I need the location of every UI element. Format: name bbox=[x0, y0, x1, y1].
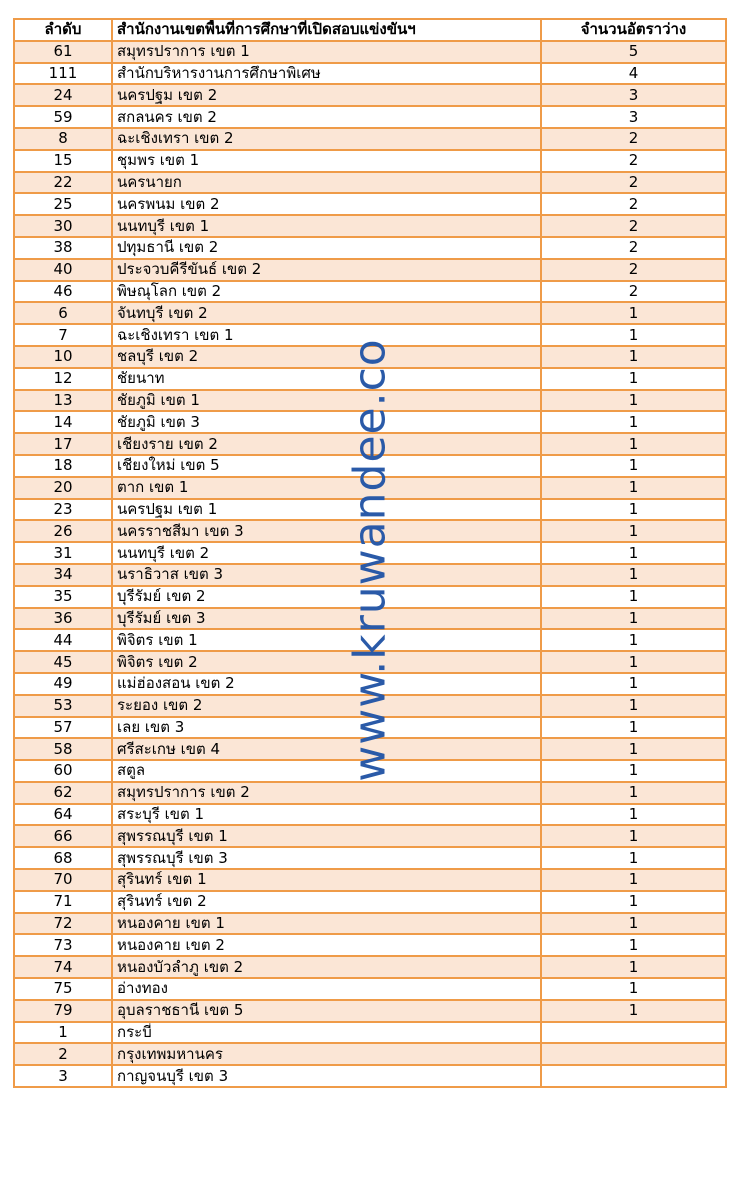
cell-office: กระบี่ bbox=[112, 1022, 541, 1044]
cell-office: ชัยนาท bbox=[112, 368, 541, 390]
cell-no: 68 bbox=[14, 847, 112, 869]
cell-office: สุรินทร์ เขต 2 bbox=[112, 891, 541, 913]
cell-vacancies: 1 bbox=[541, 804, 726, 826]
cell-no: 14 bbox=[14, 411, 112, 433]
cell-office: แม่ฮ่องสอน เขต 2 bbox=[112, 673, 541, 695]
cell-vacancies: 1 bbox=[541, 346, 726, 368]
table-row bbox=[14, 41, 726, 63]
cell-office: สระบุรี เขต 1 bbox=[112, 804, 541, 826]
cell-vacancies: 1 bbox=[541, 411, 726, 433]
cell-vacancies: 1 bbox=[541, 368, 726, 390]
cell-no: 6 bbox=[14, 302, 112, 324]
cell-no: 12 bbox=[14, 368, 112, 390]
cell-no: 10 bbox=[14, 346, 112, 368]
cell-office: ศรีสะเกษ เขต 4 bbox=[112, 738, 541, 760]
table-header-row bbox=[14, 19, 726, 41]
cell-no: 74 bbox=[14, 956, 112, 978]
cell-office: สุพรรณบุรี เขต 3 bbox=[112, 847, 541, 869]
cell-office: นราธิวาส เขต 3 bbox=[112, 564, 541, 586]
cell-no: 40 bbox=[14, 259, 112, 281]
table-row bbox=[14, 150, 726, 172]
header-no: ลำดับ bbox=[14, 19, 112, 41]
table-row bbox=[14, 455, 726, 477]
cell-no: 15 bbox=[14, 150, 112, 172]
cell-no: 38 bbox=[14, 237, 112, 259]
cell-no: 18 bbox=[14, 455, 112, 477]
cell-no: 20 bbox=[14, 477, 112, 499]
cell-vacancies: 1 bbox=[541, 934, 726, 956]
table-row bbox=[14, 629, 726, 651]
cell-office: นครพนม เขต 2 bbox=[112, 193, 541, 215]
cell-vacancies: 2 bbox=[541, 281, 726, 303]
table-row bbox=[14, 84, 726, 106]
table-row bbox=[14, 934, 726, 956]
cell-vacancies: 1 bbox=[541, 978, 726, 1000]
cell-vacancies: 1 bbox=[541, 477, 726, 499]
cell-no: 13 bbox=[14, 390, 112, 412]
cell-no: 45 bbox=[14, 651, 112, 673]
cell-no: 71 bbox=[14, 891, 112, 913]
cell-office: อุบลราชธานี เขต 5 bbox=[112, 1000, 541, 1022]
cell-no: 53 bbox=[14, 695, 112, 717]
cell-office: ชัยภูมิ เขต 3 bbox=[112, 411, 541, 433]
table-row bbox=[14, 542, 726, 564]
cell-office: นครปฐม เขต 2 bbox=[112, 84, 541, 106]
cell-no: 22 bbox=[14, 172, 112, 194]
cell-vacancies: 2 bbox=[541, 128, 726, 150]
cell-vacancies: 2 bbox=[541, 237, 726, 259]
cell-office: เชียงราย เขต 2 bbox=[112, 433, 541, 455]
table-row bbox=[14, 760, 726, 782]
cell-no: 46 bbox=[14, 281, 112, 303]
cell-vacancies: 1 bbox=[541, 629, 726, 651]
cell-vacancies: 1 bbox=[541, 760, 726, 782]
cell-office: สุรินทร์ เขต 1 bbox=[112, 869, 541, 891]
cell-vacancies: 1 bbox=[541, 651, 726, 673]
cell-no: 73 bbox=[14, 934, 112, 956]
cell-vacancies: 1 bbox=[541, 455, 726, 477]
cell-vacancies: 1 bbox=[541, 956, 726, 978]
cell-office: ประจวบคีรีขันธ์ เขต 2 bbox=[112, 259, 541, 281]
cell-vacancies: 1 bbox=[541, 324, 726, 346]
cell-office: นนทบุรี เขต 2 bbox=[112, 542, 541, 564]
table-row bbox=[14, 368, 726, 390]
cell-vacancies: 1 bbox=[541, 891, 726, 913]
cell-vacancies: 5 bbox=[541, 41, 726, 63]
cell-office: ระยอง เขต 2 bbox=[112, 695, 541, 717]
cell-office: พิจิตร เขต 1 bbox=[112, 629, 541, 651]
table-row bbox=[14, 804, 726, 826]
cell-no: 59 bbox=[14, 106, 112, 128]
table-row bbox=[14, 281, 726, 303]
cell-office: จันทบุรี เขต 2 bbox=[112, 302, 541, 324]
cell-office: เชียงใหม่ เขต 5 bbox=[112, 455, 541, 477]
table-row bbox=[14, 237, 726, 259]
cell-no: 24 bbox=[14, 84, 112, 106]
cell-office: ตาก เขต 1 bbox=[112, 477, 541, 499]
cell-no: 26 bbox=[14, 520, 112, 542]
cell-vacancies: 2 bbox=[541, 193, 726, 215]
cell-no: 3 bbox=[14, 1065, 112, 1087]
cell-vacancies: 2 bbox=[541, 259, 726, 281]
table-row bbox=[14, 608, 726, 630]
cell-office: สกลนคร เขต 2 bbox=[112, 106, 541, 128]
table-row bbox=[14, 673, 726, 695]
cell-no: 35 bbox=[14, 586, 112, 608]
table-row bbox=[14, 499, 726, 521]
cell-office: อ่างทอง bbox=[112, 978, 541, 1000]
cell-vacancies: 1 bbox=[541, 608, 726, 630]
cell-vacancies: 3 bbox=[541, 106, 726, 128]
cell-office: สตูล bbox=[112, 760, 541, 782]
cell-no: 44 bbox=[14, 629, 112, 651]
table-row bbox=[14, 106, 726, 128]
cell-no: 2 bbox=[14, 1043, 112, 1065]
cell-office: นครปฐม เขต 1 bbox=[112, 499, 541, 521]
cell-vacancies: 1 bbox=[541, 302, 726, 324]
cell-vacancies: 1 bbox=[541, 564, 726, 586]
table-row bbox=[14, 738, 726, 760]
cell-office: บุรีรัมย์ เขต 2 bbox=[112, 586, 541, 608]
cell-office: กรุงเทพมหานคร bbox=[112, 1043, 541, 1065]
cell-office: ฉะเชิงเทรา เขต 1 bbox=[112, 324, 541, 346]
cell-no: 31 bbox=[14, 542, 112, 564]
cell-office: สุพรรณบุรี เขต 1 bbox=[112, 825, 541, 847]
cell-no: 72 bbox=[14, 913, 112, 935]
cell-vacancies: 1 bbox=[541, 673, 726, 695]
cell-no: 70 bbox=[14, 869, 112, 891]
cell-no: 66 bbox=[14, 825, 112, 847]
cell-vacancies: 2 bbox=[541, 172, 726, 194]
cell-no: 7 bbox=[14, 324, 112, 346]
cell-office: ฉะเชิงเทรา เขต 2 bbox=[112, 128, 541, 150]
cell-no: 79 bbox=[14, 1000, 112, 1022]
table-row bbox=[14, 193, 726, 215]
cell-no: 49 bbox=[14, 673, 112, 695]
cell-vacancies: 2 bbox=[541, 215, 726, 237]
cell-vacancies: 1 bbox=[541, 499, 726, 521]
cell-office: ปทุมธานี เขต 2 bbox=[112, 237, 541, 259]
table-row bbox=[14, 956, 726, 978]
table-row bbox=[14, 390, 726, 412]
cell-office: สมุทรปราการ เขต 1 bbox=[112, 41, 541, 63]
cell-vacancies: 1 bbox=[541, 586, 726, 608]
table-row bbox=[14, 825, 726, 847]
cell-no: 30 bbox=[14, 215, 112, 237]
cell-office: หนองคาย เขต 2 bbox=[112, 934, 541, 956]
cell-office: สำนักบริหารงานการศึกษาพิเศษ bbox=[112, 63, 541, 85]
cell-vacancies: 1 bbox=[541, 695, 726, 717]
cell-office: บุรีรัมย์ เขต 3 bbox=[112, 608, 541, 630]
header-vacancies: จำนวนอัตราว่าง bbox=[541, 19, 726, 41]
table-row bbox=[14, 215, 726, 237]
cell-no: 61 bbox=[14, 41, 112, 63]
cell-office: นครราชสีมา เขต 3 bbox=[112, 520, 541, 542]
table-row bbox=[14, 520, 726, 542]
table-row bbox=[14, 847, 726, 869]
cell-office: หนองบัวลำภู เขต 2 bbox=[112, 956, 541, 978]
table-row bbox=[14, 63, 726, 85]
cell-vacancies: 1 bbox=[541, 717, 726, 739]
cell-vacancies: 1 bbox=[541, 433, 726, 455]
table-row bbox=[14, 913, 726, 935]
table-row bbox=[14, 1043, 726, 1065]
table-row bbox=[14, 411, 726, 433]
table-row bbox=[14, 128, 726, 150]
cell-vacancies: 1 bbox=[541, 869, 726, 891]
cell-office: สมุทรปราการ เขต 2 bbox=[112, 782, 541, 804]
cell-vacancies bbox=[541, 1022, 726, 1044]
table-body bbox=[14, 41, 726, 1087]
cell-no: 1 bbox=[14, 1022, 112, 1044]
table-row bbox=[14, 978, 726, 1000]
cell-no: 75 bbox=[14, 978, 112, 1000]
cell-office: พิษณุโลก เขต 2 bbox=[112, 281, 541, 303]
table-row bbox=[14, 477, 726, 499]
cell-office: หนองคาย เขต 1 bbox=[112, 913, 541, 935]
cell-office: กาญจนบุรี เขต 3 bbox=[112, 1065, 541, 1087]
cell-vacancies: 1 bbox=[541, 782, 726, 804]
table-row bbox=[14, 259, 726, 281]
table-row bbox=[14, 782, 726, 804]
cell-vacancies bbox=[541, 1043, 726, 1065]
cell-vacancies: 1 bbox=[541, 825, 726, 847]
cell-no: 23 bbox=[14, 499, 112, 521]
table-row bbox=[14, 433, 726, 455]
table-row bbox=[14, 1065, 726, 1087]
table-row bbox=[14, 1000, 726, 1022]
cell-vacancies: 1 bbox=[541, 520, 726, 542]
cell-no: 36 bbox=[14, 608, 112, 630]
table-row bbox=[14, 717, 726, 739]
table-row bbox=[14, 346, 726, 368]
cell-office: นนทบุรี เขต 1 bbox=[112, 215, 541, 237]
cell-vacancies: 1 bbox=[541, 738, 726, 760]
cell-no: 62 bbox=[14, 782, 112, 804]
cell-vacancies: 1 bbox=[541, 390, 726, 412]
cell-no: 17 bbox=[14, 433, 112, 455]
cell-office: ชุมพร เขต 1 bbox=[112, 150, 541, 172]
cell-no: 64 bbox=[14, 804, 112, 826]
table-row bbox=[14, 302, 726, 324]
table-row bbox=[14, 172, 726, 194]
cell-office: ชัยภูมิ เขต 1 bbox=[112, 390, 541, 412]
cell-office: พิจิตร เขต 2 bbox=[112, 651, 541, 673]
cell-vacancies: 4 bbox=[541, 63, 726, 85]
watermark-text: www.kruwandee.co bbox=[344, 338, 396, 782]
cell-vacancies: 1 bbox=[541, 847, 726, 869]
cell-office: นครนายก bbox=[112, 172, 541, 194]
cell-vacancies: 2 bbox=[541, 150, 726, 172]
table-row bbox=[14, 891, 726, 913]
vacancy-table bbox=[13, 18, 727, 1088]
cell-no: 58 bbox=[14, 738, 112, 760]
cell-no: 60 bbox=[14, 760, 112, 782]
table-row bbox=[14, 695, 726, 717]
header-office: สำนักงานเขตพื้นที่การศึกษาที่เปิดสอบแข่งขันฯ bbox=[112, 19, 541, 41]
cell-vacancies: 1 bbox=[541, 913, 726, 935]
cell-vacancies: 1 bbox=[541, 1000, 726, 1022]
table-row bbox=[14, 869, 726, 891]
table-row bbox=[14, 324, 726, 346]
cell-office: ชลบุรี เขต 2 bbox=[112, 346, 541, 368]
cell-no: 111 bbox=[14, 63, 112, 85]
table-row bbox=[14, 1022, 726, 1044]
cell-vacancies bbox=[541, 1065, 726, 1087]
table-row bbox=[14, 586, 726, 608]
table-row bbox=[14, 564, 726, 586]
cell-no: 25 bbox=[14, 193, 112, 215]
cell-vacancies: 1 bbox=[541, 542, 726, 564]
cell-no: 34 bbox=[14, 564, 112, 586]
cell-vacancies: 3 bbox=[541, 84, 726, 106]
cell-no: 8 bbox=[14, 128, 112, 150]
cell-office: เลย เขต 3 bbox=[112, 717, 541, 739]
table-row bbox=[14, 651, 726, 673]
cell-no: 57 bbox=[14, 717, 112, 739]
